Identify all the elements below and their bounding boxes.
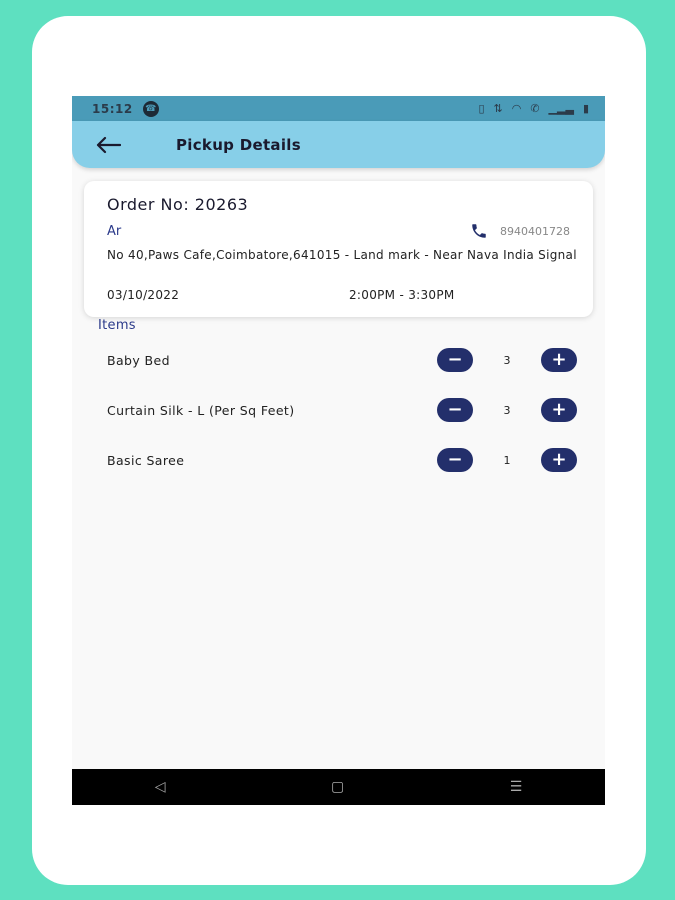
item-name: Curtain Silk - L (Per Sq Feet) <box>107 402 295 418</box>
item-name: Basic Saree <box>107 452 185 468</box>
pickup-time-slot: 2:00PM - 3:30PM <box>349 288 455 302</box>
item-name: Baby Bed <box>107 352 170 368</box>
plus-icon: + <box>551 449 567 470</box>
increase-button[interactable] <box>541 448 577 472</box>
item-quantity: 3 <box>503 403 511 417</box>
decrease-button[interactable] <box>437 348 473 372</box>
decrease-button[interactable] <box>437 448 473 472</box>
plus-icon: + <box>551 399 567 420</box>
order-card <box>84 181 593 317</box>
back-arrow-icon <box>95 136 121 154</box>
item-quantity: 3 <box>503 353 511 367</box>
customer-name: Ar <box>107 224 122 239</box>
app-bar <box>72 121 605 168</box>
increase-button[interactable] <box>541 398 577 422</box>
increase-button[interactable] <box>541 348 577 372</box>
phone-number: 8940401728 <box>500 224 570 238</box>
order-number: Order No: 20263 <box>107 195 249 214</box>
wifi-icon: ◠ <box>511 102 522 115</box>
back-button[interactable] <box>94 131 122 159</box>
list-item <box>107 395 577 425</box>
nav-home-icon[interactable]: ▢ <box>330 779 345 795</box>
status-icons <box>478 102 589 115</box>
whatsapp-icon: ☎ <box>143 101 159 117</box>
status-time: 15:12 <box>92 101 133 116</box>
phone-screen <box>72 96 605 805</box>
signal-icon: ▁▂▃ <box>548 102 574 115</box>
item-quantity: 1 <box>503 453 511 467</box>
nav-back-icon[interactable]: ◁ <box>154 779 166 795</box>
vibrate-icon: ▯ <box>478 102 485 115</box>
decrease-button[interactable] <box>437 398 473 422</box>
call-icon: ✆ <box>530 102 540 115</box>
nav-menu-icon[interactable]: ☰ <box>509 779 523 795</box>
status-bar <box>72 96 605 121</box>
system-nav-bar <box>72 769 605 805</box>
page-title: Pickup Details <box>176 135 301 154</box>
minus-icon: − <box>447 399 463 420</box>
items-heading: Items <box>98 318 136 333</box>
phone-link[interactable] <box>470 222 570 240</box>
pickup-date: 03/10/2022 <box>107 288 180 302</box>
data-icon: ⇅ <box>493 102 503 115</box>
list-item <box>107 445 577 475</box>
minus-icon: − <box>447 349 463 370</box>
pickup-address: No 40,Paws Cafe,Coimbatore,641015 - Land mark - Near Nava India Signal <box>107 248 577 262</box>
battery-icon: ▮ <box>582 102 589 115</box>
phone-icon <box>470 222 488 240</box>
plus-icon: + <box>551 349 567 370</box>
minus-icon: − <box>447 449 463 470</box>
list-item <box>107 345 577 375</box>
